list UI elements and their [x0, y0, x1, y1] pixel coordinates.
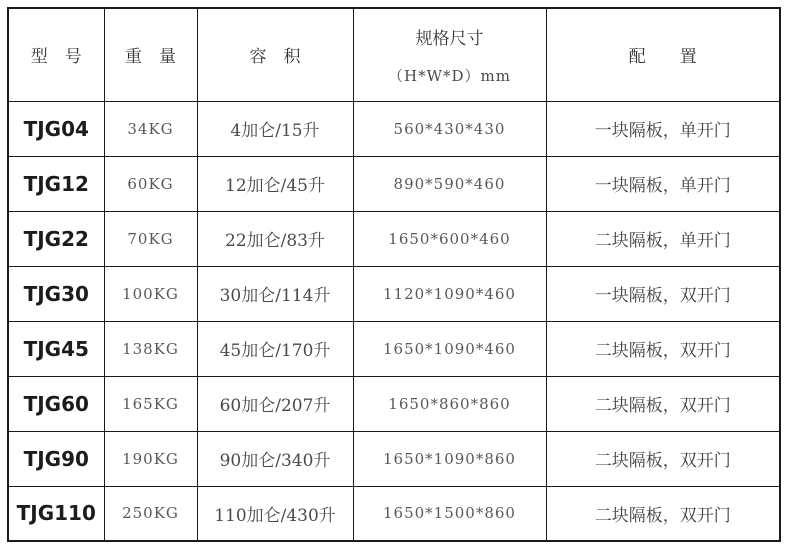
cell-config: 二块隔板，双开门 — [546, 486, 780, 541]
cell-capacity: 22加仑/83升 — [197, 211, 353, 266]
cell-weight: 138KG — [104, 321, 197, 376]
cell-model: TJG90 — [8, 431, 104, 486]
column-header-dimensions — [353, 8, 546, 101]
cell-dimensions: 1650*1090*860 — [353, 431, 546, 486]
column-header-dimensions-title: 规格尺寸 — [415, 28, 484, 48]
cell-capacity: 12加仑/45升 — [197, 156, 353, 211]
cell-model: TJG45 — [8, 321, 104, 376]
cell-config: 一块隔板，单开门 — [546, 101, 780, 156]
cell-model: TJG12 — [8, 156, 104, 211]
table-row — [8, 101, 780, 156]
cell-capacity: 110加仑/430升 — [197, 486, 353, 541]
cell-dimensions: 1650*860*860 — [353, 376, 546, 431]
cell-capacity: 45加仑/170升 — [197, 321, 353, 376]
cell-dimensions: 890*590*460 — [353, 156, 546, 211]
column-header-model: 型 号 — [8, 8, 104, 101]
cell-capacity: 60加仑/207升 — [197, 376, 353, 431]
cell-dimensions: 1650*1090*460 — [353, 321, 546, 376]
cell-config: 二块隔板，双开门 — [546, 321, 780, 376]
table-row — [8, 211, 780, 266]
cell-capacity: 4加仑/15升 — [197, 101, 353, 156]
table-row — [8, 321, 780, 376]
cell-config: 二块隔板，双开门 — [546, 431, 780, 486]
product-spec-table — [7, 7, 781, 542]
table-header — [8, 8, 780, 101]
cell-capacity: 30加仑/114升 — [197, 266, 353, 321]
column-header-capacity: 容 积 — [197, 8, 353, 101]
cell-weight: 250KG — [104, 486, 197, 541]
table-row — [8, 376, 780, 431]
cell-model: TJG04 — [8, 101, 104, 156]
cell-model: TJG30 — [8, 266, 104, 321]
cell-weight: 190KG — [104, 431, 197, 486]
cell-dimensions: 1120*1090*460 — [353, 266, 546, 321]
header-row — [8, 8, 780, 101]
cell-dimensions: 560*430*430 — [353, 101, 546, 156]
table-row — [8, 266, 780, 321]
table-row — [8, 486, 780, 541]
cell-config: 一块隔板，单开门 — [546, 156, 780, 211]
cell-config: 二块隔板，双开门 — [546, 376, 780, 431]
cell-weight: 100KG — [104, 266, 197, 321]
cell-config: 二块隔板，单开门 — [546, 211, 780, 266]
cell-model: TJG22 — [8, 211, 104, 266]
cell-weight: 70KG — [104, 211, 197, 266]
cell-model: TJG60 — [8, 376, 104, 431]
cell-model: TJG110 — [8, 486, 104, 541]
table-body — [8, 101, 780, 541]
column-header-dimensions-unit: （H*W*D）mm — [388, 66, 511, 85]
cell-dimensions: 1650*1500*860 — [353, 486, 546, 541]
column-header-config: 配 置 — [546, 8, 780, 101]
cell-config: 一块隔板，双开门 — [546, 266, 780, 321]
column-header-weight: 重 量 — [104, 8, 197, 101]
cell-capacity: 90加仑/340升 — [197, 431, 353, 486]
table-row — [8, 156, 780, 211]
table-row — [8, 431, 780, 486]
cell-weight: 165KG — [104, 376, 197, 431]
cell-weight: 34KG — [104, 101, 197, 156]
cell-dimensions: 1650*600*460 — [353, 211, 546, 266]
cell-weight: 60KG — [104, 156, 197, 211]
